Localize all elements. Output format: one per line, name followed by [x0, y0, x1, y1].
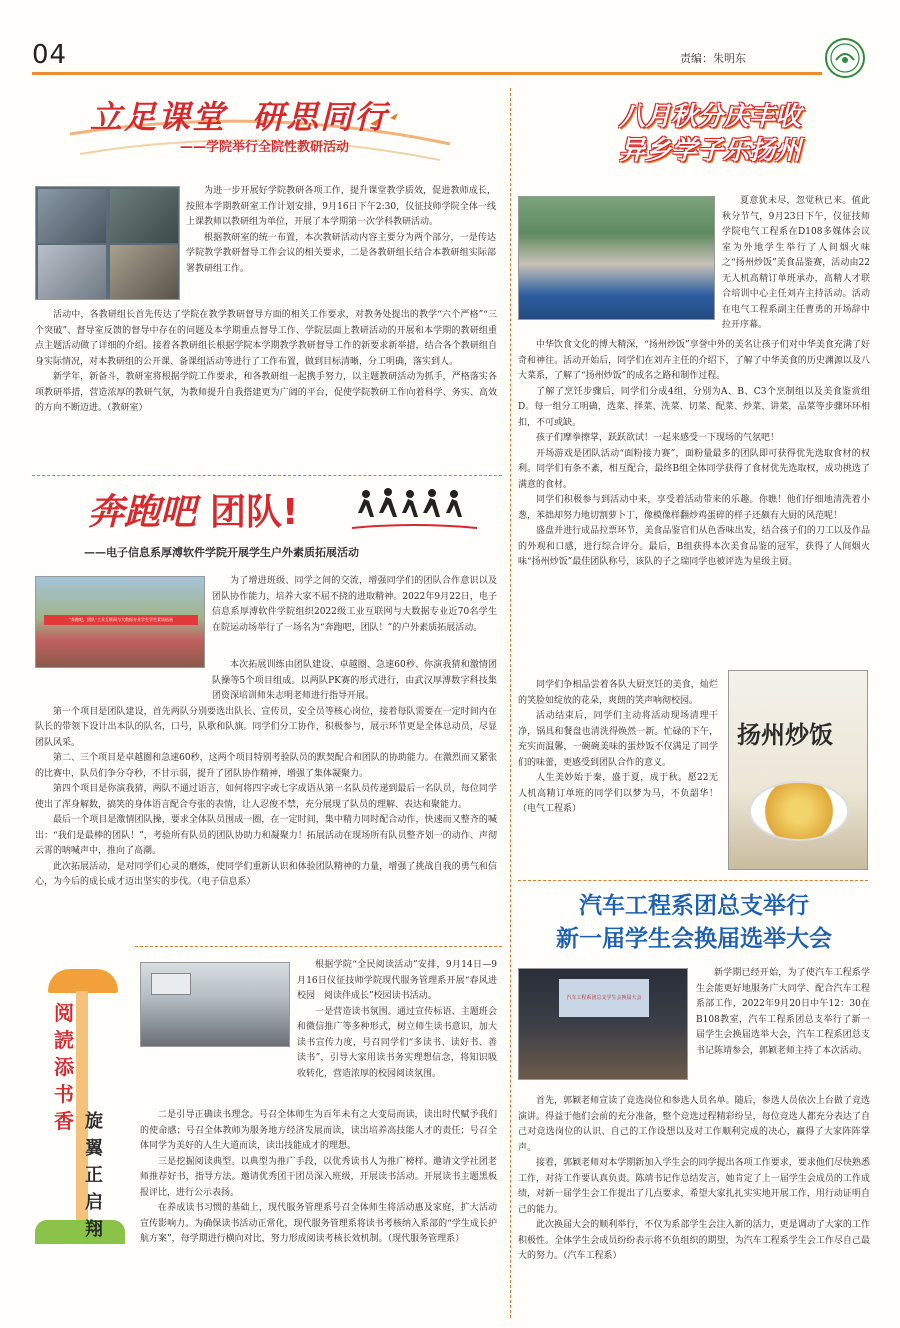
team-building-group-photo: [35, 576, 205, 668]
header-rule: [32, 72, 822, 75]
vertical-title-char: 阅: [54, 1001, 74, 1025]
section-divider-2: [135, 946, 502, 947]
article1-paragraph: 新学年，新备斗，教研室将根据学院工作要求，和各教研组一起携手努力，以主题教研活动为抓手，严格落实各项教研举措，营造浓厚的教研气氛，为教师提升自我搭建更为广阔的平台，促使学院教研工作向着科学、务实、高效的方向不断迈进。（教研室）: [35, 372, 497, 413]
section-divider-1: [32, 475, 502, 476]
article3-vertical-title: [50, 1000, 110, 1260]
article5-paragraph: 新学期已经开始，为了使汽车工程系学生会能更好地服务广大同学、配合汽车工程系部工作，2022年9月20日中午12：30在B108教室，汽车工程系团总支举行了新一届学生会换届选举大会，汽车工程系团总支书记陈靖参会，郭颖老师主持了本次活动。: [696, 968, 870, 1056]
photo-screen: 汽车工程系团总支学生会换届大会: [559, 979, 649, 1017]
article4-paragraph: 同学们争相品尝着各队大厨烹饪的美食，灿烂的笑脸如绽放的花朵，爽朗的笑声响彻校园。: [518, 680, 718, 706]
article5-paragraph: 此次换届大会的顺利举行，不仅为系部学生会注入新的活力，更是调动了大家的工作积极性。全体学生会成员纷纷表示将不负组织的期望，为汽车工程系学生会工作尽自己最大的努力。（汽车工程系）: [518, 1220, 870, 1261]
cooking-group-photo: [518, 196, 715, 320]
runners-silhouette-icon: [352, 484, 477, 534]
article2-paragraph: 第四个项目是你演我猜，两队不通过语言，如何将四字或七字成语从第一名队员传递到最后一名队员，每位同学使出了浑身解数，搞笑的身体语言配合夸张的表情，让人忍俊不禁，充分展现了队员的理解、表达和聚能力。: [35, 784, 497, 810]
teaching-research-photo-collage: [35, 186, 180, 300]
article2-paragraph: 第二、三个项目是卓越圈和急速60秒，这两个项目特别考验队员的默契配合和团队的协助能力。在激烈而又紧张的比赛中，队员们争分夺秒，不甘示弱，提升了团队协作精神，增强了集体凝聚力。: [35, 753, 497, 779]
article4-paragraph: 开场游戏是团队活动“面粉接力赛”，面粉量最多的团队即可获得优先选取食材的权利。同学们有条不紊，相互配合，最终B组全体同学获得了食材优先选取权，成功挑选了满意的食材。: [518, 448, 870, 490]
article4-paragraph: 盛盘并进行成品拉票环节，美食品鉴官们从色香味出发，结合孩子们的刀工以及作品的外观和口感，进行综合评分。最后，B组获得本次美食品鉴的冠军，获得了人间烟火味“扬州炒饭”最佳团队称号，该队的子之瑞同学也被评选为星级主厨。: [518, 526, 870, 567]
article1-paragraph: 根据教研室的统一布置，本次教研活动内容主要分为两个部分，一是传达学院教学教研督导工作会议的相关要求，二是各教研组长结合本教研组实际部署教研组工作。: [186, 232, 496, 274]
article4-paragraph: 中华饮食文化的博大精深，“扬州炒饭”享誉中外的美名让孩子们对中华美食充满了好奇和神往。活动开始后，同学们在刘卉主任的介绍下，了解了中华美食的历史渊源以及八大菜系，了解了“扬州炒饭”的成名之路和制作过程。: [518, 340, 870, 381]
vertical-title-char: 添: [54, 1055, 74, 1079]
article4-paragraph: 孩子们摩拳擦掌，跃跃欲试！一起来感受一下现场的气氛吧！: [536, 433, 780, 443]
vertical-title-char: 正: [85, 1165, 103, 1186]
article2-paragraph: 第一个项目是团队建设，首先两队分别要选出队长、宣传员，安全员等核心岗位，接着每队需要在一定时间内在队长的带领下设计出本队的队名，口号，队歌和队旗。同学们分工协作，积极参与，展示环节更是全体总动员，尽显团队风采。: [35, 706, 497, 748]
article2-title-mark: !: [282, 492, 299, 533]
article4-paragraph: 人生美妙始于秦，盛于夏，成于秋。愿22无人机高精订单班的同学们以梦为马，不负韶华！（电气工程系）: [518, 773, 718, 814]
article4-paragraph: 了解了烹饪步骤后，同学们分成4组，分别为A、B、C3个烹制组以及美食鉴赏组D。每一组分工明确，选菜、择菜、洗菜、切菜、配菜、炒菜、讲菜，品菜等步骤环环相扣，不可或缺。: [518, 386, 870, 428]
article4-paragraph: 活动结束后，同学们主动将活动现场清理干净，锅具和餐盘也清洗得焕然一新。忙碌的下午，充实而温馨，一碗碗美味的蛋炒饭不仅满足了同学们的味蕾，更感受到团队合作的意义。: [518, 711, 718, 768]
article2-paragraph: 此次拓展活动，是对同学们心灵的磨炼，使同学们重新认识和体验团队精神的力量，增强了挑战自我的勇气和信心，为今后的成长成才迈出坚实的步伐。（电子信息系）: [35, 861, 497, 887]
section-divider-3: [518, 880, 868, 881]
article3-paragraph: 在养成读书习惯的基础上，现代服务管理系号召全体师生将活动惠及家庭，扩大活动宣传影响力。为确保读书活动正常化，现代服务管理系将读书考核纳入系部的“学生成长护航方案”，每学期进行横向对比，努力形成阅读考核长效机制。（现代服务管理系）: [140, 1203, 497, 1244]
article4-title-line1: 八月秋分庆丰收: [618, 102, 801, 132]
article4-title-line2: 异乡学子乐扬州: [618, 136, 801, 166]
school-logo: [825, 38, 865, 78]
vertical-title-char: 书: [54, 1082, 74, 1106]
article2-subtitle: ——电子信息系厚溥软件学院开展学生户外素质拓展活动: [84, 546, 359, 559]
article3-paragraph: 三是挖掘阅读典型。以典型为推广手段，以优秀读书人为推广榜样。邀请文学社团老师推荐好书，指导方法。邀请优秀团干团员深入班级，开展读书活动。开展读书主题黑板报评比，进行公示表扬。: [140, 1156, 497, 1198]
article2-title-run: 奔跑吧: [88, 492, 197, 533]
article1-paragraph: 活动中，各教研组长首先传达了学院在教学教研督导方面的相关工作要求，对教务处提出的教学“六个严格”“三个突破”、督导室反馈的督导中存在的问题及本学期重点督导工作、学院层面上教研活动的开展和本学期的教研组重点主题活动做了详细的介绍。接着各教研组长根据学院本学期教学教研督导工作的新要求新举措，结合各个教研组自身实际情况，对本教研组的公开课、备课组活动等进行了工作布置，做到目标清晰，分工明确，落实到人。: [35, 310, 497, 367]
fried-rice-poster: [728, 670, 868, 870]
page-number: 04: [32, 40, 68, 70]
article2-paragraph: 最后一个项目是激情团队操，要求全体队员围成一圈，在一定时间，集中精力同时配合动作，快速而又整齐的喊出：“我们是最棒的团队！”，考验所有队员的团队协助力和凝聚力！拓展活动在现场所有队员整齐划一的动作、声彻云霄的呐喊声中，推向了高潮。: [35, 815, 497, 856]
vertical-title-char: 翔: [85, 1219, 103, 1240]
article3-paragraph: 二是引导正确读书理念。号召全体师生为百年未有之大变局而读，读出时代赋予我们的使命感；号召全体教师为服务地方经济发展而读，读出培养高技能人才的责任；号召全体同学为美好的人生大道而读，读出技能成才的理想。: [140, 1110, 497, 1151]
article2-paragraph: 为了增进班级、同学之间的交流，增强同学们的团队合作意识以及团队协作能力，培养大家不屈不挠的进取精神。2022年9月22日，电子信息系厚溥软件学院组织2022级工业互联网与大数据专业近70名学生在院运动场举行了一场名为“奔跑吧，团队！”的户外素质拓展活动。: [212, 576, 497, 633]
article5-title: [518, 890, 870, 956]
vertical-title-char: 旋: [85, 1111, 103, 1132]
article2-paragraph: 本次拓展训练由团队建设、卓越圈、急速60秒、你演我猜和激情团队操等5个项目组成。以两队PK赛的形式进行，由武汉厚溥数字科技集团资深培训师朱志明老师进行指导开展。: [212, 660, 497, 701]
article5-paragraph: 接着，郭颖老师对本学期新加入学生会的同学提出各项工作要求，要求他们尽快熟悉工作，对待工作要认真负责。陈靖书记作总结发言，她肯定了上一届学生会成员的工作成绩，对新一届学生会工作提出了几点要求，希望大家扎扎实实地开展工作，用行动证明自己的能力。: [518, 1158, 870, 1215]
vertical-title-char: 翼: [85, 1138, 103, 1159]
food-title: 扬州炒饭: [737, 721, 833, 749]
vertical-title-char: 読: [54, 1028, 74, 1052]
article5-paragraph: 首先，郭颖老师宣读了竞选岗位和参选人员名单。随后，参选人员依次上台做了竞选演讲。得益于他们会前的充分准备，整个竞选过程精彩纷呈，每位竞选人都充分表达了自己对竞选岗位的认识、自己的工作设想以及对工作顺利完成的决心，赢得了大家阵阵掌声。: [518, 1096, 870, 1153]
article4-paragraph: 同学们积极参与到活动中来，享受着活动带来的乐趣。你瞧！他们仔细地清洗着小葱，苯拙却努力地切割萝卜丁，像模像样翻炒鸡蛋碎的样子还颇有大厨的风范呢！: [518, 495, 870, 521]
article5-title-line2: 新一届学生会换届选举大会: [556, 926, 832, 952]
article4-title: [560, 100, 860, 168]
article1-title: 立足课堂 研思同行: [90, 98, 389, 136]
column-divider: [510, 88, 511, 1318]
article5-title-line1: 汽车工程系团总支举行: [579, 893, 809, 919]
article3-paragraph: 一是营造读书氛围。通过宣传标语、主题班会和微信推广等多种形式，树立师生读书意识，加大读书宣传力度，号召同学们“多读书、读好书、善读书”，引导大家用读书务实理想信念，将知识吸收转化，营造浓厚的校园阅读氛围。: [297, 1006, 497, 1079]
editor-credit: 责编：朱明东: [680, 52, 746, 65]
article4-paragraph: 夏意犹未尽，忽觉秋已来。值此秋分节气，9月23日下午，仪征技师学院电气工程系在D108多媒体会议室为外地学生举行了人间烟火味之“扬州炒饭”美食品鉴赛，活动由22无人机高精订单班承办，高精人才联合培训中心主任刘卉主持活动。活动在电气工程系副主任曹勇的开场辞中拉开序幕。: [722, 196, 870, 330]
vertical-title-char: 香: [54, 1109, 74, 1133]
article3-paragraph: 根据学院“全民阅读活动”安排，9月14日—9月16日仪征技师学院现代服务管理系开展“春风进校园 阅读伴成长”校园读书活动。: [297, 960, 497, 1001]
photo-banner: “奔跑吧，团队”工业互联网与大数据专业学生学生素质拓展: [44, 615, 198, 625]
vertical-title-char: 启: [85, 1192, 103, 1213]
article2-title-team: 团队: [210, 492, 283, 533]
article1-subtitle: ——学院举行全院性教研活动: [180, 140, 350, 155]
reading-classroom-photo: [140, 962, 290, 1047]
student-union-election-photo: [518, 968, 688, 1080]
article1-paragraph: 为进一步开展好学院教研各项工作，提升课堂教学质效，促进教师成长，按照本学期教研室工作计划安排，9月16日下午2:30，仪征技师学院全体一线上课教师以教研组为单位，开展了本学期第一次学科教研活动。: [186, 186, 496, 227]
article1-title-banner: [60, 84, 460, 168]
